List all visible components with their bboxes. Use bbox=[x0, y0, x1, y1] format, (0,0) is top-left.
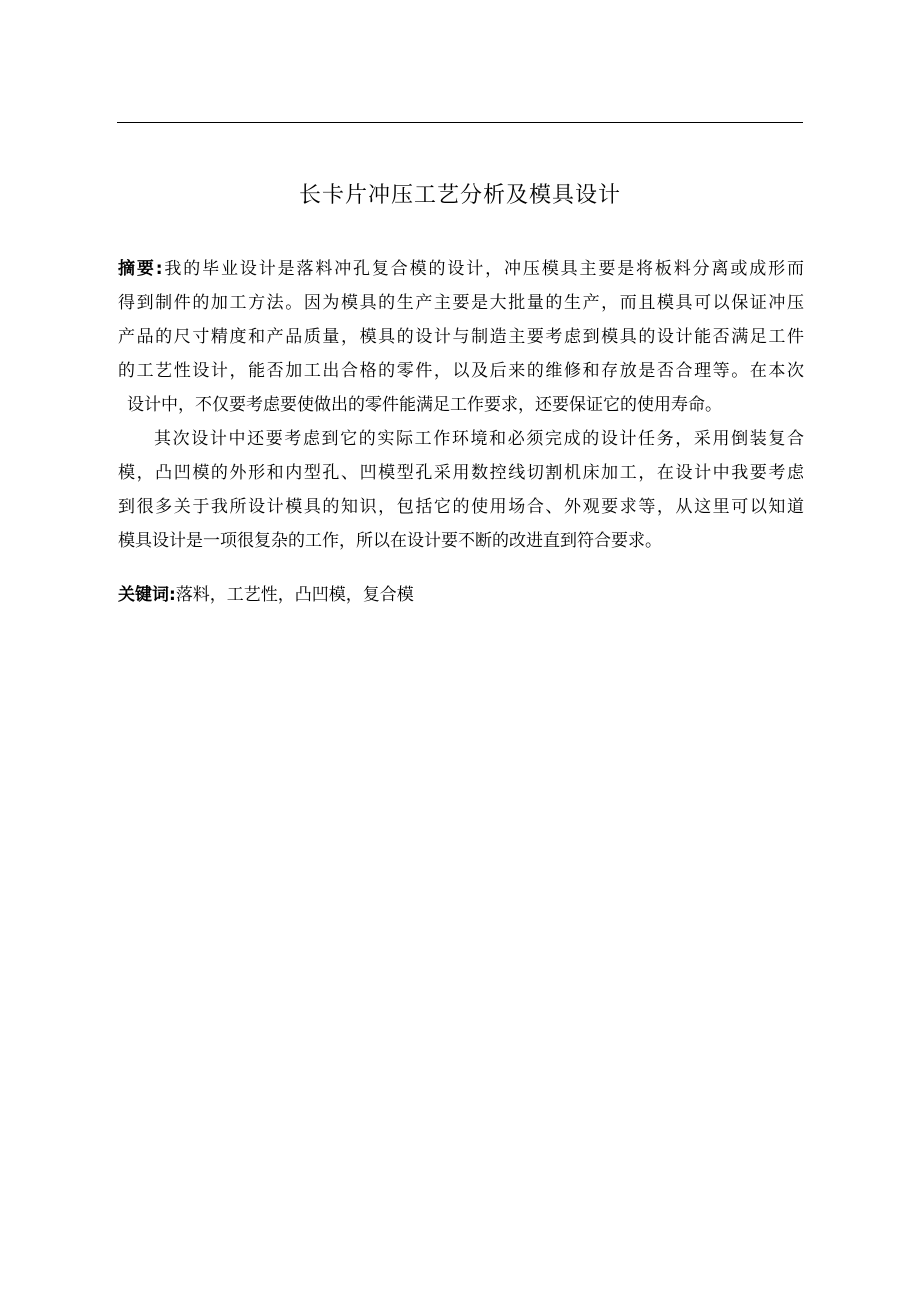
abstract-line: 模，凸凹模的外形和内型孔、凹模型孔采用数控线切割机床加工，在设计中我要考虑 bbox=[118, 463, 804, 483]
abstract-line: 得到制件的加工方法。因为模具的生产主要是大批量的生产，而且模具可以保证冲压 bbox=[118, 293, 804, 313]
document-title: 长卡片冲压工艺分析及模具设计 bbox=[298, 183, 621, 208]
abstract-line: 到很多关于我所设计模具的知识，包括它的使用场合、外观要求等，从这里可以知道 bbox=[118, 497, 804, 517]
keywords-label: 关键词: bbox=[118, 585, 176, 605]
keywords-text: 落料，工艺性，凸凹模，复合模 bbox=[175, 585, 414, 605]
abstract-line: 设计中，不仅要考虑要使做出的零件能满足工作要求，还要保证它的使用寿命。 bbox=[127, 395, 722, 415]
abstract-line: 模具设计是一项很复杂的工作，所以在设计要不断的改进直到符合要求。 bbox=[118, 531, 662, 551]
abstract-section bbox=[118, 252, 804, 558]
abstract-line: 产品的尺寸精度和产品质量，模具的设计与制造主要考虑到模具的设计能否满足工件 bbox=[118, 327, 804, 347]
abstract-paragraph-1 bbox=[118, 252, 804, 422]
abstract-line bbox=[118, 252, 804, 286]
abstract-line: 其次设计中还要考虑到它的实际工作环境和必须完成的设计任务，采用倒装复合 bbox=[154, 429, 804, 449]
abstract-line-text: 我的毕业设计是落料冲孔复合模的设计，冲压模具主要是将板料分离或成形而 bbox=[162, 259, 804, 279]
abstract-label: 摘要: bbox=[118, 259, 163, 279]
header-rule bbox=[117, 122, 803, 123]
abstract-line: 的工艺性设计，能否加工出合格的零件，以及后来的维修和存放是否合理等。在本次 bbox=[118, 361, 804, 381]
keywords-line bbox=[118, 580, 804, 610]
abstract-paragraph-2 bbox=[118, 422, 804, 558]
